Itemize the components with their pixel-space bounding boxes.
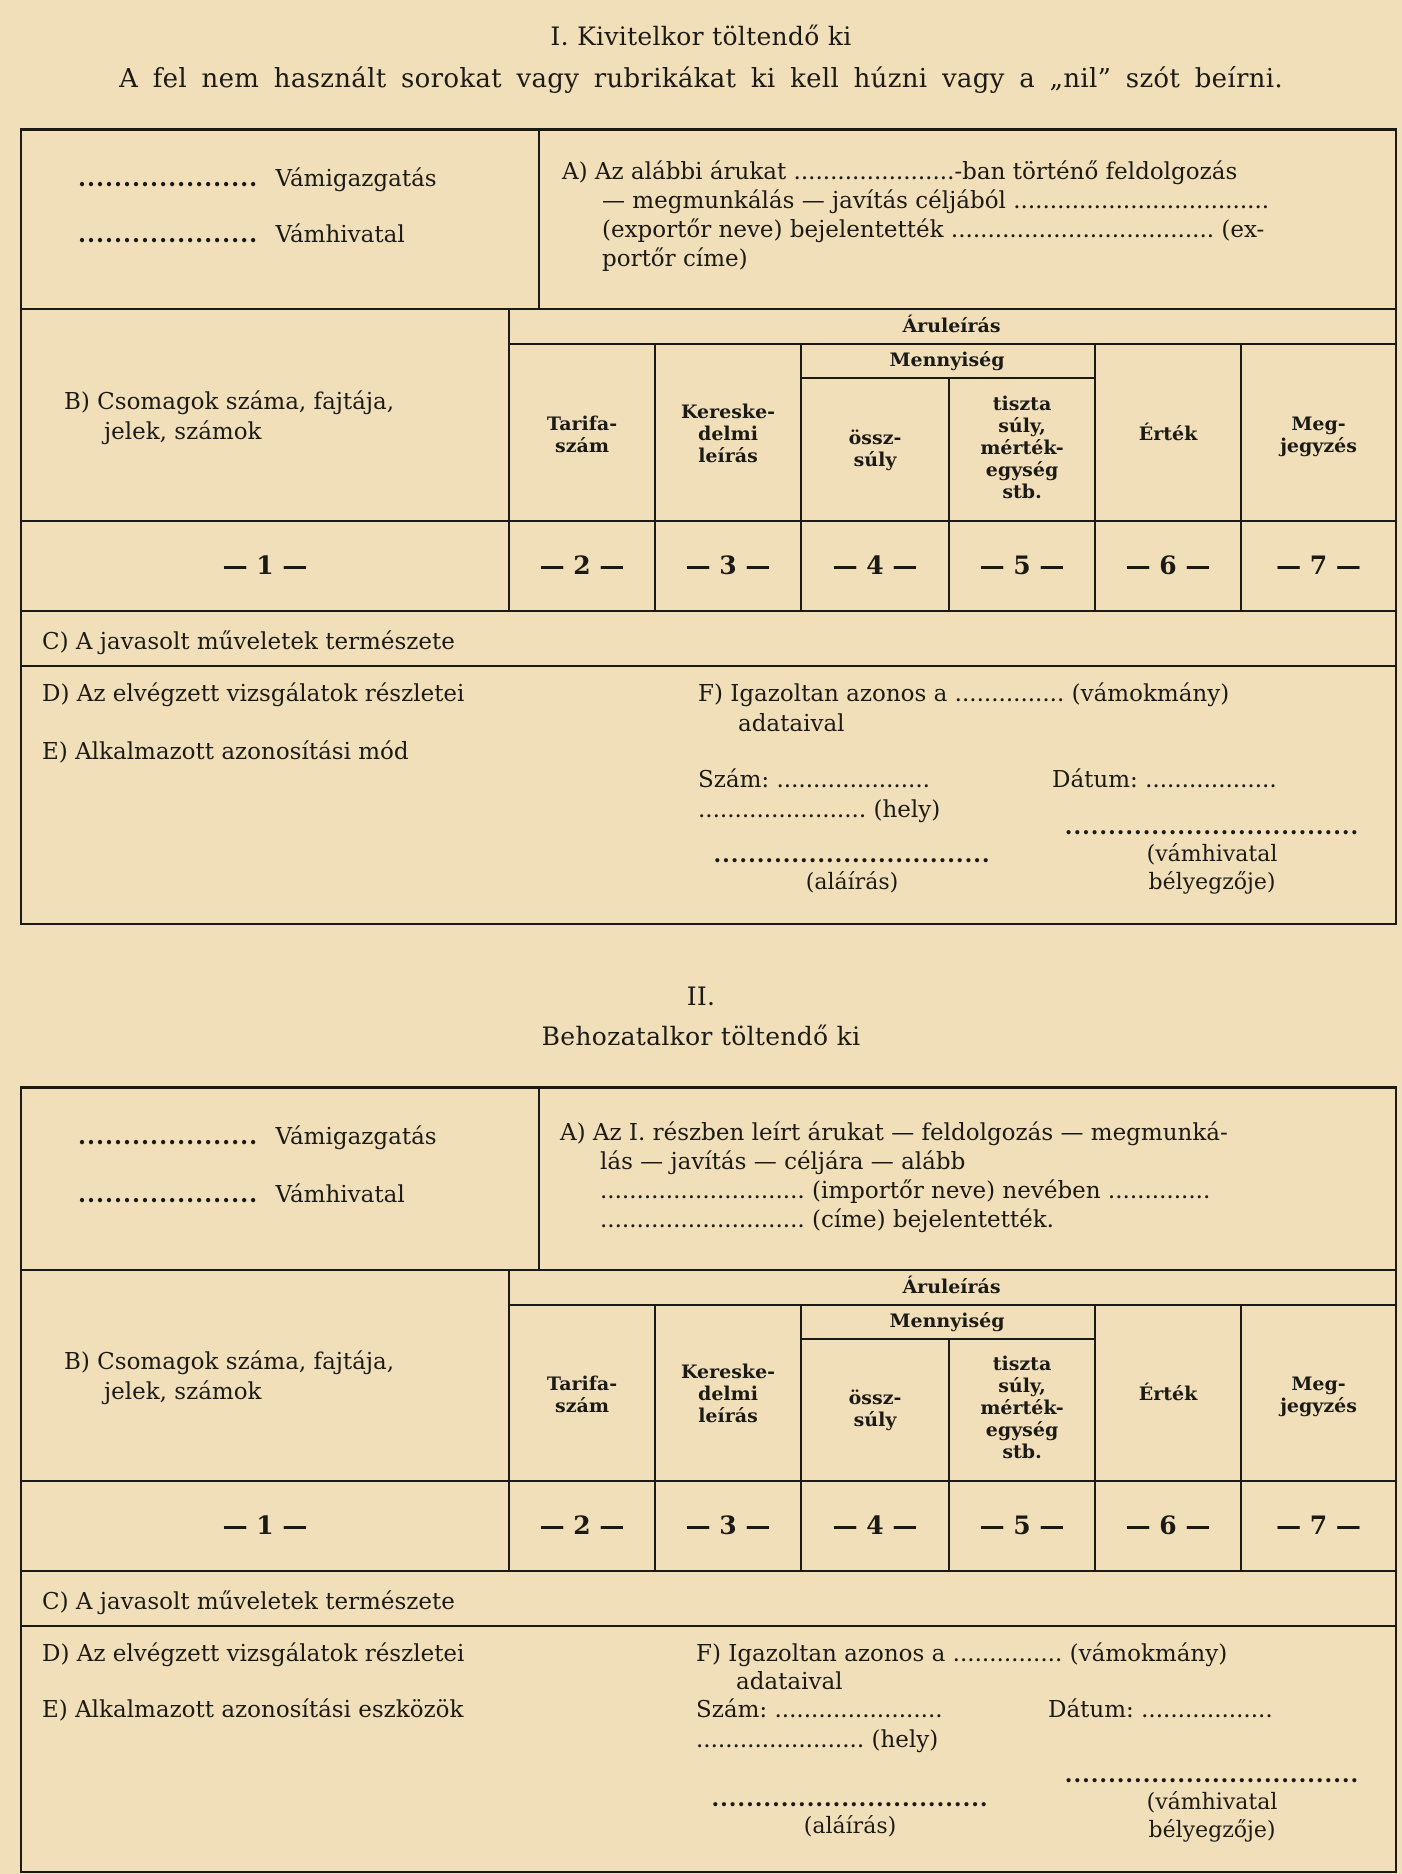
vamhivatal-field[interactable]: .................... Vámhivatal [78, 1181, 405, 1208]
col-tarifaszam: Tarifa- szám [546, 1373, 618, 1417]
column-number: — 5 — [979, 1511, 1065, 1540]
signature-area[interactable]: ................................ (aláírás) [713, 842, 991, 895]
column-number: — 3 — [685, 551, 771, 580]
section-a-line: ............................ (címe) bejelentették. [600, 1207, 1054, 1233]
column-number: — 6 — [1125, 551, 1211, 580]
column-number: — 7 — [1276, 551, 1361, 580]
stamp-area: .................................. (vámhivatal bélyegzője) [1064, 1762, 1360, 1843]
col-megjegyzes: Meg- jegyzés [1280, 1373, 1357, 1417]
divider [22, 610, 1395, 612]
column-number: — 2 — [539, 1511, 625, 1540]
col-tiszta-suly: tiszta súly, mérték- egység stb. [980, 393, 1064, 503]
section-d-label: D) Az elvégzett vizsgálatok részletei [42, 1641, 465, 1667]
section-a-line: lás — javítás — céljára — alább [600, 1149, 966, 1175]
col-megjegyzes: Meg- jegyzés [1280, 413, 1357, 457]
divider [22, 1480, 1395, 1482]
section-f-line: adataival [738, 711, 845, 737]
col-kereskedelmi-leiras: Kereske- delmi leírás [680, 1361, 776, 1427]
hely-field[interactable]: ....................... (hely) [696, 1727, 939, 1753]
szam-field[interactable]: Szám: ..................... [698, 767, 930, 793]
section-e-label: E) Alkalmazott azonosítási eszközök [42, 1697, 464, 1723]
stamp-area: .................................. (vámhivatal bélyegzője) [1064, 814, 1360, 895]
divider [22, 520, 1395, 522]
vamhivatal-field[interactable]: .................... Vámhivatal [78, 221, 405, 248]
col-tiszta-suly: tiszta súly, mérték- egység stb. [980, 1353, 1064, 1463]
vamigazgatas-field[interactable]: .................... Vámigazgatás [78, 165, 437, 192]
signature-area[interactable]: ................................ (aláírás) [711, 1786, 989, 1839]
column-number: — 1 — [222, 1511, 308, 1540]
hely-field[interactable]: ....................... (hely) [698, 797, 941, 823]
col-kereskedelmi-leiras: Kereske- delmi leírás [680, 401, 776, 467]
mennyiseg-header: Mennyiség [889, 349, 1005, 371]
section-a [562, 158, 1382, 274]
section-c-label: C) A javasolt műveletek természete [42, 1589, 455, 1615]
column-number: — 1 — [222, 551, 308, 580]
part2-form [20, 1086, 1397, 1873]
section-a-line: A) Az I. részben leírt árukat — feldolgozás — megmunká- [560, 1120, 1228, 1146]
column-number: — 3 — [685, 1511, 771, 1540]
column-number: — 2 — [539, 551, 625, 580]
section-b-label: B) Csomagok száma, fajtája, jelek, számok [64, 389, 395, 445]
section-c-label: C) A javasolt műveletek természete [42, 629, 455, 655]
section-a-line: A) Az alábbi árukat ......................-ban történő feldolgozás [562, 159, 1238, 185]
col-tarifaszam: Tarifa- szám [546, 413, 618, 457]
section-f-line: adataival [736, 1669, 843, 1695]
part2-title-number: II. [686, 982, 716, 1011]
aruleiras-header: Áruleírás [902, 315, 1001, 337]
divider [22, 308, 1395, 310]
column-number: — 6 — [1125, 1511, 1211, 1540]
column-number: — 5 — [979, 551, 1065, 580]
column-number: — 7 — [1276, 1511, 1361, 1540]
divider [22, 1269, 1395, 1271]
aruleiras-header: Áruleírás [902, 1276, 1001, 1298]
section-a-line: ............................ (importőr neve) nevében .............. [600, 1178, 1211, 1204]
divider [22, 1625, 1395, 1627]
column-number: — 4 — [832, 1511, 918, 1540]
datum-field[interactable]: Dátum: .................. [1048, 1697, 1273, 1723]
section-b-label: B) Csomagok száma, fajtája, jelek, számok [64, 1349, 395, 1405]
col-osszsuly: össz- súly [848, 1387, 902, 1431]
divider [22, 665, 1395, 667]
mennyiseg-header: Mennyiség [889, 1310, 1005, 1332]
section-a [560, 1119, 1390, 1235]
divider [22, 1570, 1395, 1572]
col-ertek: Érték [1138, 1383, 1198, 1405]
col-ertek: Érték [1138, 423, 1198, 445]
vamigazgatas-field[interactable]: .................... Vámigazgatás [78, 1123, 437, 1150]
column-number: — 4 — [832, 551, 918, 580]
part2-title: Behozatalkor töltendő ki [541, 1022, 861, 1051]
datum-field[interactable]: Dátum: .................. [1052, 767, 1277, 793]
divider [510, 343, 1395, 345]
section-f-line: F) Igazoltan azonos a ............... (vámokmány) [698, 681, 1230, 707]
divider [510, 1304, 1395, 1306]
divider [538, 1089, 540, 1269]
szam-field[interactable]: Szám: ....................... [696, 1697, 943, 1723]
section-f-line: F) Igazoltan azonos a ............... (vámokmány) [696, 1641, 1228, 1667]
col-osszsuly: össz- súly [848, 427, 902, 471]
section-a-line: (exportőr neve) bejelentették .................................... (ex- [602, 217, 1265, 243]
part1-instruction: A fel nem használt sorokat vagy rubrikákat ki kell húzni vagy a „nil” szót beírni. [119, 64, 1283, 94]
part1-form [20, 128, 1397, 925]
divider [538, 131, 540, 308]
section-e-label: E) Alkalmazott azonosítási mód [42, 739, 409, 765]
part1-title: I. Kivitelkor töltendő ki [550, 22, 852, 51]
section-d-label: D) Az elvégzett vizsgálatok részletei [42, 681, 465, 707]
section-a-line: portőr címe) [602, 246, 748, 272]
section-a-line: — megmunkálás — javítás céljából ................................... [602, 188, 1270, 214]
